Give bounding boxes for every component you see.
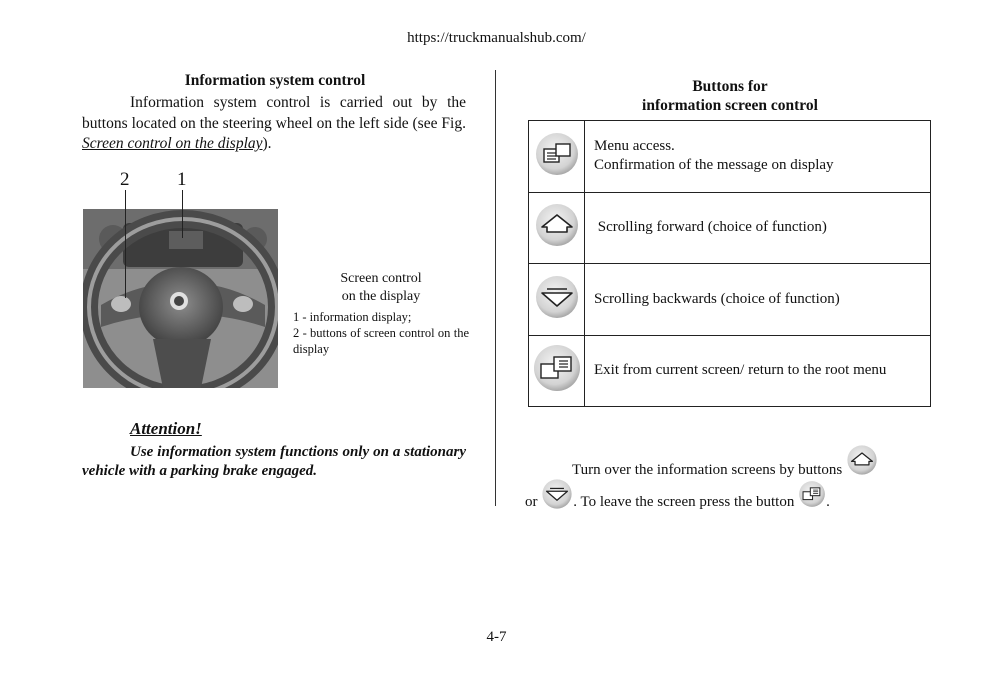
callout-leader-1	[182, 190, 183, 238]
caption-item-1: 1 - information display;	[293, 310, 412, 324]
table-title-line2: information screen control	[642, 97, 818, 114]
button-description-line2: Confirmation of the message on display	[594, 157, 834, 174]
button-description-line1: Scrolling forward (choice of function)	[594, 219, 827, 236]
caption-item-2: 2 - buttons of screen control on the display	[293, 326, 469, 356]
button-description-line1: Scrolling backwards (choice of function)	[594, 290, 840, 307]
scroll-up-button-icon	[534, 202, 580, 253]
figure-caption-title	[296, 270, 466, 306]
intro-paragraph	[82, 93, 466, 155]
instruction-text-or: or	[525, 493, 538, 510]
scroll-down-button-icon	[541, 478, 573, 515]
table-row	[529, 192, 931, 264]
button-description	[585, 192, 931, 264]
attention-text: Use information system functions only on a stationary vehicle with a parking brake engaged.	[82, 444, 466, 479]
icon-cell	[529, 264, 585, 336]
exit-screen-button-icon	[532, 343, 582, 398]
intro-text-end: ).	[262, 135, 272, 152]
buttons-table	[528, 120, 931, 407]
steering-wheel-photo	[83, 209, 278, 388]
menu-access-button-icon	[534, 131, 580, 182]
instruction-text: Turn over the information screens by buttons	[572, 461, 843, 478]
callout-label-2: 2	[120, 169, 130, 190]
button-description	[585, 335, 931, 407]
page-number: 4-7	[486, 629, 507, 645]
table-title	[530, 77, 930, 115]
button-description	[585, 121, 931, 193]
button-description	[585, 264, 931, 336]
instruction-line-2	[525, 484, 830, 521]
callout-label-1: 1	[177, 169, 187, 190]
icon-cell	[529, 335, 585, 407]
callout-leader-2	[125, 190, 126, 298]
icon-cell	[529, 192, 585, 264]
caption-title-line2: on the display	[341, 289, 421, 304]
source-url: https://truckmanualshub.com/	[407, 30, 586, 46]
table-row	[529, 121, 931, 193]
scroll-up-button-icon	[846, 444, 878, 481]
table-row	[529, 335, 931, 407]
figure-reference-link[interactable]: Screen control on the display	[82, 135, 263, 152]
figure-caption-items	[293, 309, 469, 357]
instruction-text-leave: . To leave the screen press the button	[573, 493, 795, 510]
scroll-down-button-icon	[534, 274, 580, 325]
column-divider	[495, 70, 496, 506]
table-row	[529, 264, 931, 336]
exit-screen-button-icon	[798, 480, 826, 513]
steering-wheel-illustration	[83, 209, 278, 388]
button-description-line1: Exit from current screen/ return to the root menu	[594, 362, 887, 379]
button-description-line1: Menu access.	[594, 138, 675, 155]
table-title-line1: Buttons for	[692, 78, 768, 95]
intro-text: Information system control is carried out by the buttons located on the steering wheel on the left side (see Fig.	[82, 94, 466, 132]
icon-cell	[529, 121, 585, 193]
section-title: Information system control	[184, 72, 366, 89]
attention-title: Attention!	[130, 419, 202, 438]
caption-title-line1: Screen control	[340, 271, 422, 286]
instruction-text-end: .	[826, 493, 830, 510]
